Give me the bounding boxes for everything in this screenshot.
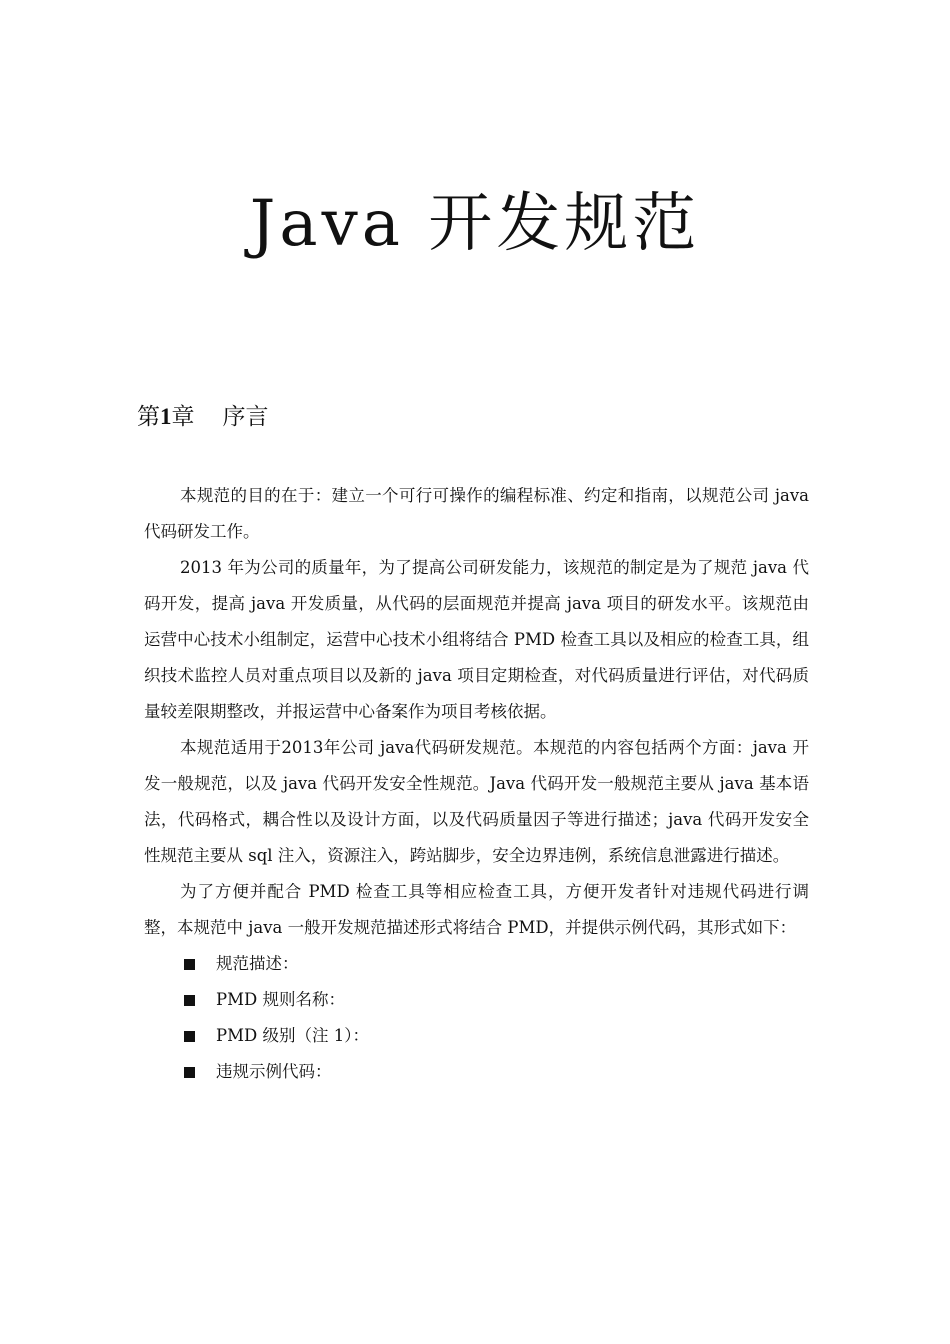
paragraph-format: 为了方便并配合 PMD 检查工具等相应检查工具，方便开发者针对违规代码进行调整，本规范中 java 一般开发规范描述形式将结合 PMD，并提供示例代码，其形式如下：: [144, 882, 809, 937]
bullet-text: PMD 级别（注 1）：: [216, 1026, 369, 1045]
bullet-text: PMD 规则名称：: [216, 990, 345, 1009]
format-bullet-list: [144, 946, 809, 1090]
chapter-number-value: 1: [160, 404, 172, 429]
list-item: [144, 1018, 809, 1054]
chapter-number-suffix: 章: [171, 404, 195, 430]
square-bullet-icon: [184, 959, 195, 970]
list-item: [144, 1054, 809, 1090]
list-item: [144, 946, 809, 982]
square-bullet-icon: [184, 1031, 195, 1042]
paragraph-purpose: 本规范的目的在于：建立一个可行可操作的编程标准、约定和指南，以规范公司 java 代码研发工作。: [144, 486, 809, 541]
square-bullet-icon: [184, 995, 195, 1006]
bullet-text: 规范描述：: [216, 954, 299, 973]
list-item: [144, 982, 809, 1018]
paragraph-background: 2013 年为公司的质量年，为了提高公司研发能力，该规范的制定是为了规范 java 代码开发，提高 java 开发质量，从代码的层面规范并提高 java 项目的研发水平。该规范由运营中心技术小组制定，运营中心技术小组将结合 PMD 检查工具以及相应的检查工具，组织技术监控人员对重点项目以及新的 java 项目定期检查，对代码质量进行评估，对代码质量较差限期整改，并报运营中心备案作为项目考核依据。: [144, 558, 809, 721]
paragraph-scope: 本规范适用于2013年公司 java代码研发规范。本规范的内容包括两个方面：java 开发一般规范，以及 java 代码开发安全性规范。Java 代码开发一般规范主要从 java 基本语法，代码格式，耦合性以及设计方面，以及代码质量因子等进行描述；java 代码开发安全性规范主要从 sql 注入，资源注入，跨站脚步，安全边界违例，系统信息泄露进行描述。: [144, 738, 809, 865]
bullet-text: 违规示例代码：: [216, 1062, 332, 1081]
body-text: [144, 478, 809, 1090]
chapter-number-prefix: 第: [137, 404, 160, 430]
chapter-heading: [137, 400, 269, 434]
document-title: Java 开发规范: [249, 187, 701, 261]
chapter-title: 序言: [222, 404, 269, 430]
square-bullet-icon: [184, 1067, 195, 1078]
chapter-number: [137, 404, 195, 430]
